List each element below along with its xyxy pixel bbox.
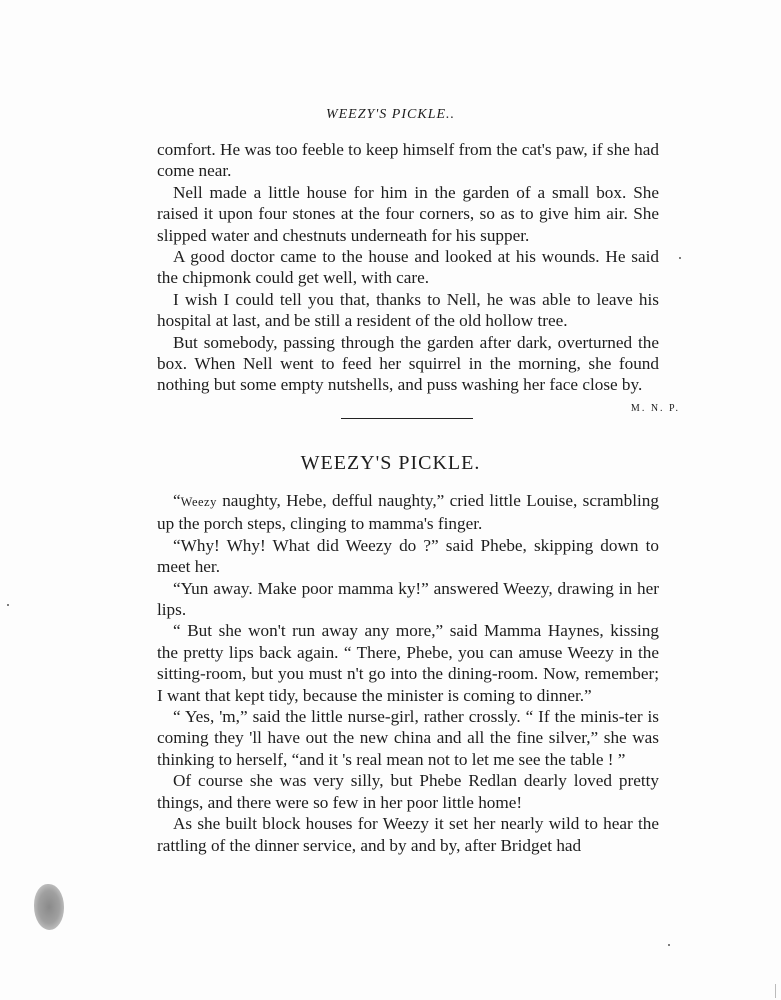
paragraph: But somebody, passing through the garden after dark, overturned the box. When Nell went to feed her squirrel in the morning, she found nothing but some empty nutshells, and puss washing her face close by. — [157, 332, 659, 395]
paper-speck — [668, 944, 670, 946]
paragraph: Of course she was very silly, but Phebe Redlan dearly loved pretty things, and there were so few in her poor little home! — [157, 771, 659, 812]
paragraph: comfort. He was too feeble to keep himself from the cat's paw, if she had come near. — [157, 140, 659, 181]
paragraph: “Yun away. Make poor mamma ky!” answered Weezy, drawing in her lips. — [157, 578, 659, 620]
author-signature: M. N. P. — [630, 403, 680, 414]
story-title: WEEZY'S PICKLE. — [300, 452, 481, 474]
paragraph: As she built block houses for Weezy it set her nearly wild to hear the rattling of the dinner service, and by and by, after Bridget had — [157, 814, 659, 855]
paragraph-rest: naughty, Hebe, defful naughty,” cried little Louise, scrambling up the porch steps, clinging to mamma's finger. — [157, 491, 659, 534]
paragraph: Nell made a little house for him in the garden of a small box. She raised it upon four stones at the four corners, so as to give him air. She slipped water and chestnuts underneath for his supper. — [157, 182, 659, 245]
paragraph: “ Yes, 'm,” said the little nurse-girl, rather crossly. “ If the minis-ter is coming they 'll have out the new china and all the fine silver,” she was thinking to herself, “and it 's real mean not to let me see the table ! ” — [157, 707, 659, 769]
story-text — [157, 490, 659, 856]
paragraph: “Why! Why! What did Weezy do ?” said Phebe, skipping down to meet her. — [157, 535, 659, 577]
paragraph: “ But she won't run away any more,” said Mamma Haynes, kissing the pretty lips back again. “ There, Phebe, you can amuse Weezy in the sitting-room, but you must n't go into the dining-room. Now, remember; I want that kept tidy, because the minister is coming to dinner.” — [157, 621, 659, 705]
paragraph: A good doctor came to the house and looked at his wounds. He said the chipmonk could get well, with care. — [157, 247, 659, 288]
running-head: WEEZY'S PICKLE.. — [325, 107, 456, 122]
paper-speck — [679, 257, 681, 259]
paper-speck — [7, 604, 9, 606]
section-divider — [341, 418, 473, 419]
ink-blot — [34, 884, 64, 930]
paragraph: I wish I could tell you that, thanks to Nell, he was able to leave his hospital at last, and be still a resident of the old hollow tree. — [157, 289, 659, 331]
paragraph — [157, 490, 659, 535]
previous-story-text — [157, 139, 659, 396]
open-quote: “ — [173, 491, 181, 510]
small-caps-word: Weezy — [180, 495, 217, 509]
paper-edge-mark — [775, 984, 776, 998]
